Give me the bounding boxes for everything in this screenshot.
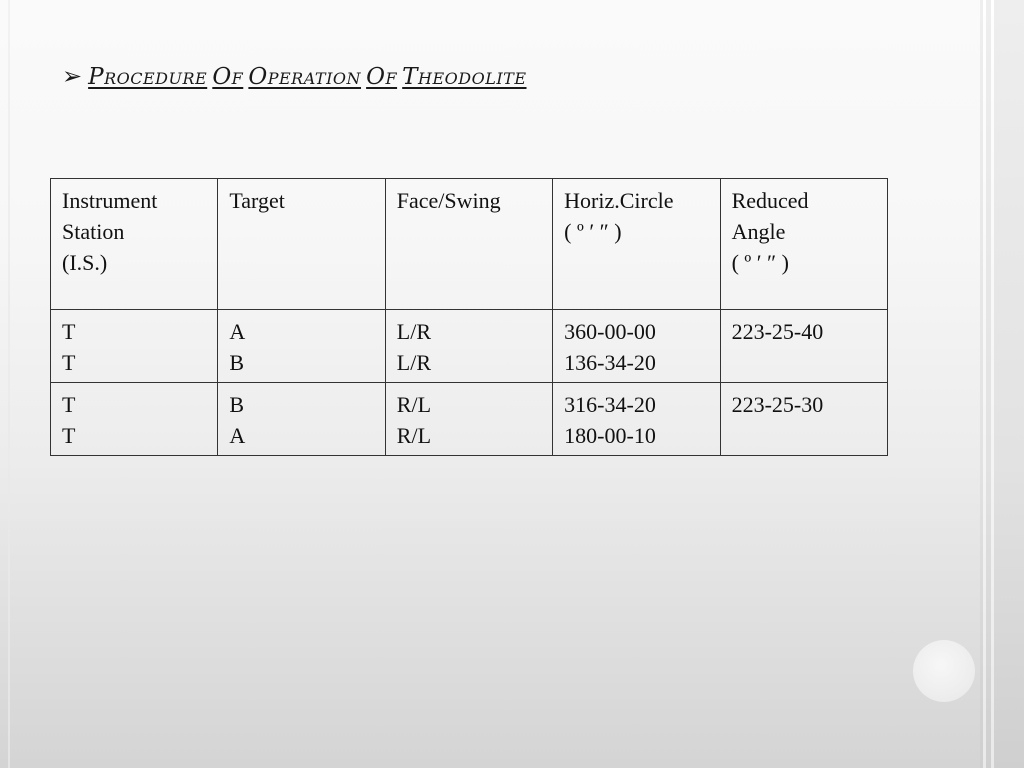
cell-station: T T	[51, 383, 218, 456]
title-word: Of	[212, 64, 244, 90]
cell-reduced-angle: 223-25-30	[720, 383, 887, 456]
decorative-circle	[913, 640, 975, 702]
slide-title	[62, 62, 527, 90]
title-word: Procedure	[88, 64, 208, 90]
left-border-line	[8, 0, 10, 768]
cell-target: A B	[218, 310, 385, 383]
title-word: Theodolite	[402, 64, 527, 90]
cell-horiz-circle: 316-34-20 180-00-10	[553, 383, 720, 456]
cell-face-swing: R/L R/L	[385, 383, 552, 456]
table-row	[51, 383, 888, 456]
right-decorative-line	[991, 0, 994, 768]
title-word: Operation	[248, 64, 362, 90]
arrow-bullet-icon: ➢	[62, 62, 83, 90]
cell-reduced-angle: 223-25-40	[720, 310, 887, 383]
header-horiz-circle: Horiz.Circle ( º ′ ″ )	[553, 179, 720, 310]
right-decorative-line	[983, 0, 986, 768]
table-row	[51, 310, 888, 383]
header-face-swing: Face/Swing	[385, 179, 552, 310]
cell-station: T T	[51, 310, 218, 383]
cell-horiz-circle: 360-00-00 136-34-20	[553, 310, 720, 383]
title-word: Of	[366, 64, 398, 90]
cell-face-swing: L/R L/R	[385, 310, 552, 383]
header-instrument-station: Instrument Station (I.S.)	[51, 179, 218, 310]
right-decorative-band	[980, 0, 1024, 768]
cell-target: B A	[218, 383, 385, 456]
table-header-row	[51, 179, 888, 310]
header-target: Target	[218, 179, 385, 310]
theodolite-readings-table	[50, 178, 888, 456]
header-reduced-angle: Reduced Angle ( º ′ ″ )	[720, 179, 887, 310]
